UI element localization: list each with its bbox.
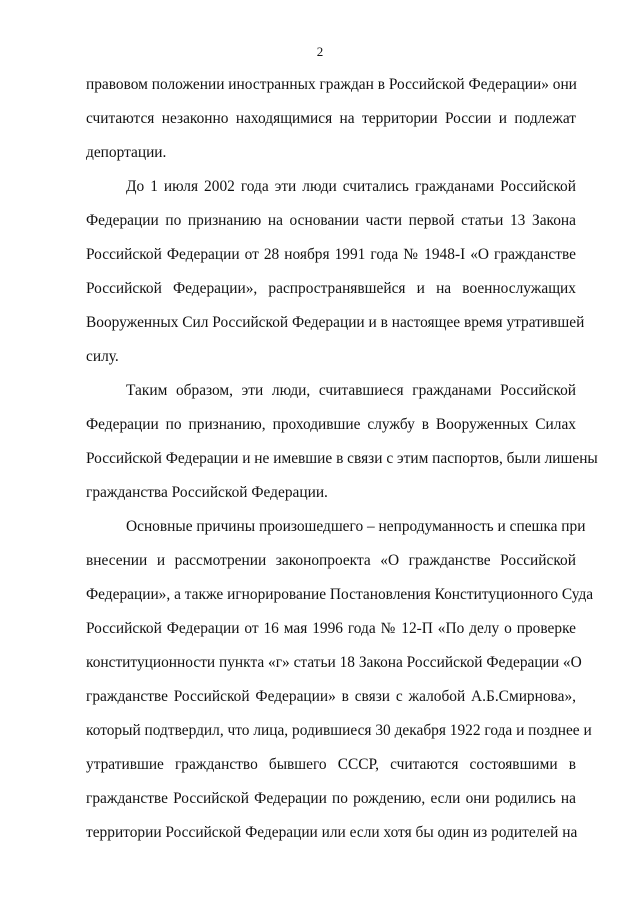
paragraph-line: территории Российской Федерации или если хотя бы один из родителей на (86, 824, 578, 841)
paragraph-line: который подтвердил, что лица, родившиеся 30 декабря 1922 года и позднее и (86, 722, 592, 739)
paragraph-line: Вооруженных Сил Российской Федерации и в настоящее время утратившей (86, 314, 585, 331)
paragraph-line: Федерации», а также игнорирование Постановления Конституционного Суда (86, 586, 594, 603)
document-body (86, 68, 598, 850)
paragraph-2 (86, 170, 585, 374)
paragraph-line: Российской Федерации от 28 ноября 1991 года № 1948-I «О гражданстве (86, 246, 576, 263)
paragraph-line: Российской Федерации», распространявшейся и на военнослужащих (86, 280, 576, 297)
paragraph-line: силу. (86, 348, 119, 365)
paragraph-line: внесении и рассмотрении законопроекта «О гражданстве Российской (86, 552, 576, 569)
paragraph-line: гражданстве Российской Федерации» в связи с жалобой А.Б.Смирнова», (86, 688, 576, 705)
paragraph-4 (86, 510, 594, 850)
paragraph-line: Основные причины произошедшего – непродуманность и спешка при (126, 518, 586, 535)
paragraph-line: Российской Федерации и не имевшие в связи с этим паспортов, были лишены (86, 450, 598, 467)
paragraph-line: Таким образом, эти люди, считавшиеся гражданами Российской (126, 382, 576, 399)
paragraph-line: Федерации по признанию на основании части первой статьи 13 Закона (86, 212, 576, 229)
paragraph-line: Российской Федерации от 16 мая 1996 года № 12-П «По делу о проверке (86, 620, 576, 637)
paragraph-line: Федерации по признанию, проходившие службу в Вооруженных Силах (86, 416, 576, 433)
paragraph-line: гражданстве Российской Федерации по рождению, если они родились на (86, 790, 576, 807)
paragraph-line: гражданства Российской Федерации. (86, 484, 328, 501)
paragraph-line: утратившие гражданство бывшего СССР, считаются состоявшими в (86, 756, 576, 773)
paragraph-line: правовом положении иностранных граждан в Российской Федерации» они (86, 76, 577, 93)
paragraph-line: До 1 июля 2002 года эти люди считались гражданами Российской (126, 178, 576, 195)
paragraph-3 (86, 374, 598, 510)
paragraph-1 (86, 68, 576, 170)
paragraph-line: считаются незаконно находящимися на территории России и подлежат (86, 110, 576, 127)
paragraph-line: депортации. (86, 144, 167, 161)
paragraph-line: конституционности пункта «г» статьи 18 Закона Российской Федерации «О (86, 654, 582, 671)
page-number: 2 (316, 44, 324, 59)
